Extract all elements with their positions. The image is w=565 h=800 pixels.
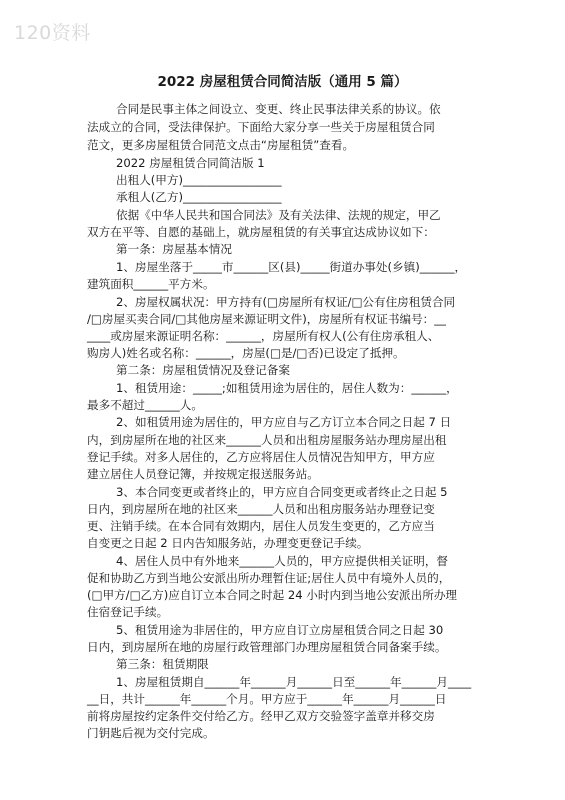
paragraph-line: 1、租赁用途：_____;如租赁用途为居住的，居住人数为：______， [116,381,458,395]
paragraph-line: 最多不超过______人。 [87,398,203,412]
paragraph-line: 日内，到房屋所在地的社区来______人员和出租房服务站办理登记变 [87,502,435,516]
paragraph-line: 5、租赁用途为非居住的，甲方应自订立房屋租赁合同之日起 30 [116,623,444,637]
paragraph-line: 登记手续。对多人居住的，乙方应将居住人员情况告知甲方，甲方应 [87,450,435,464]
section-heading: 第一条：房屋基本情况 [116,242,232,256]
paragraph-line: /□房屋买卖合同/□其他房屋来源证明文件)，房屋所有权证书编号：__ [87,312,446,326]
paragraph-line: 依据《中华人民共和国合同法》及有关法律、法规的规定，甲乙 [116,208,441,222]
paragraph-line: 2022 房屋租赁合同简洁版 1 [116,156,265,170]
paragraph-line: 出租人(甲方)_________________ [116,173,282,187]
paragraph-line: __日，共计______年______个月。甲方应于______年______月______日 [87,692,447,706]
paragraph-line: 购房人)姓名或名称：______，房屋(□是/□否)已设定了抵押。 [87,346,405,360]
section-heading: 第二条：房屋租赁情况及登记备案 [116,363,290,377]
document-title: 2022 房屋租赁合同简洁版（通用 5 篇） [157,74,408,90]
paragraph-line: (□甲方/□乙方)应自订立本合同之时起 24 小时内到当地公安派出所办理 [87,588,458,602]
paragraph-line: 范文，更多房屋租赁合同范文点击“房屋租赁”查看。 [87,138,355,152]
paragraph-line: 法成立的合同，受法律保护。下面给大家分享一些关于房屋租赁合同 [87,120,435,134]
paragraph-line: 建立居住人员登记簿，并按规定报送服务站。 [87,467,319,481]
paragraph-line: 更、注销手续。在本合同有效期内，居住人员发生变更的，乙方应当 [87,519,435,533]
paragraph-line: 日内，到房屋所在地的房屋行政管理部门办理房屋租赁合同备案手续。 [87,640,447,654]
paragraph-line: 2、房屋权属状况：甲方持有(□房屋所有权证/□公有住房租赁合同 [116,295,456,309]
paragraph-line: 自变更之日起 2 日内告知服务站，办理变更登记手续。 [87,536,369,550]
paragraph-line: 促和协助乙方到当地公安派出所办理暂住证;居住人员中有境外人员的， [87,571,451,585]
watermark: 120资料 [14,22,91,44]
paragraph-line: 建筑面积______平方米。 [87,277,215,291]
paragraph-line: 1、房屋租赁期自______年______月______日至______年______月____ [116,675,472,689]
paragraph-line: 合同是民事主体之间设立、变更、终止民事法律关系的协议。依 [116,102,441,116]
paragraph-line: 前将房屋按约定条件交付给乙方。经甲乙双方交验签字盖章并移交房 [87,709,435,723]
paragraph-line: 内，到房屋所在地的社区来______人员和出租房屋服务站办理房屋出租 [87,433,447,447]
paragraph-line: 承租人(乙方)_________________ [116,190,282,204]
section-heading: 第三条：租赁期限 [116,657,209,671]
paragraph-line: 1、房屋坐落于_____市______区(县)_____街道办事处(乡镇)______， [116,260,467,274]
paragraph-line: ____或房屋来源证明名称：______，房屋所有权人(公有住房承租人、 [87,329,440,343]
paragraph-line: 2、如租赁用途为居住的，甲方应自与乙方订立本合同之日起 7 日 [116,415,452,429]
paragraph-line: 住宿登记手续。 [87,605,169,619]
paragraph-line: 双方在平等、自愿的基础上，就房屋租赁的有关事宜达成协议如下： [87,225,435,239]
paragraph-line: 门钥匙后视为交付完成。 [87,726,215,740]
paragraph-line: 4、居住人员中有外地来______人员的，甲方应提供相关证明，督 [116,554,449,568]
paragraph-line: 3、本合同变更或者终止的，甲方应自合同变更或者终止之日起 5 [116,485,448,499]
